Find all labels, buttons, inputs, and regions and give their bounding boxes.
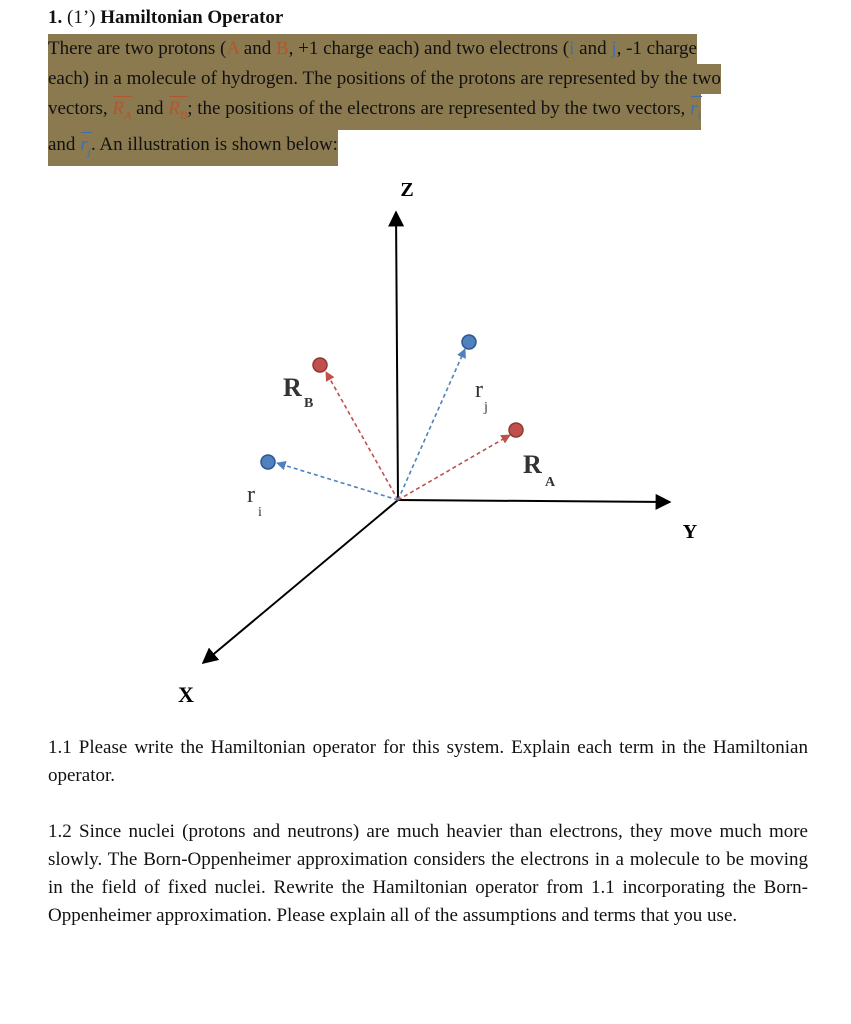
proton-b-label: B [275,38,289,59]
intro-text: and [574,38,612,59]
electron-j-dot [462,335,476,349]
intro-paragraph [48,34,808,166]
intro-text: and [131,98,169,119]
question-1-1: 1.1 Please write the Hamiltonian operator for this system. Explain each term in the Hamiltonian operator. [48,737,808,786]
intro-text: There are two protons ( [48,38,227,59]
x-axis [203,500,398,663]
vector-rj: $r_j$ [80,130,91,166]
intro-line-1 [48,34,808,64]
coordinate-diagram [0,160,851,720]
electron-i-dot [261,455,275,469]
axis-z-label: Z [400,179,414,201]
label-rb: R [283,373,302,402]
section-number: 1. [48,7,63,28]
proton-a-dot [509,423,523,437]
proton-b-dot [313,358,327,372]
question-1-2: 1.2 Since nuclei (protons and neutrons) are much heavier than electrons, they move much more slowly. The Born-Oppenheimer approximation considers the electrons in a molecule to be moving in the field of fixed nuclei. Rewrite the Hamiltonian operator from 1.1 incorporating the Born-Oppenheimer approximation. Please explain all of the assumptions and terms that you use. [48,821,808,926]
intro-line-3 [48,94,808,130]
vector-rb: $R_B$ [168,94,187,130]
z-axis [396,212,398,500]
label-rb-sub: B [304,396,314,411]
label-rj-sub: j [484,400,488,415]
axis-x-label: X [178,682,194,707]
intro-text: , -1 charge [616,38,697,59]
section-heading: Hamiltonian Operator [100,7,284,28]
label-rj: r [475,377,483,403]
label-ri: r [247,482,255,508]
intro-line-2 [48,64,808,94]
intro-text: each) in a molecule of hydrogen. The positions of the protons are represented by the two [48,64,721,94]
label-ra-sub: A [545,475,556,490]
intro-text: , +1 charge each) and two electrons ( [288,38,570,59]
intro-text: and [48,133,81,155]
label-ra: R [523,450,542,479]
axis-y-label: Y [682,521,698,543]
intro-text: and [239,38,276,59]
vector-ra: $R_A$ [112,94,131,130]
section-title [48,7,283,29]
intro-text: vectors, [48,98,113,119]
electron-i-label: i [569,38,575,59]
vector-rj-line [398,349,465,500]
label-ri-sub: i [258,505,262,520]
proton-a-label: A [226,38,240,59]
section-credit: (1’) [67,7,96,28]
vector-ra-line [398,435,510,500]
vector-ri: $r_i$ [690,94,701,130]
intro-text: . An illustration is shown below: [90,133,338,155]
electron-j-label: j [611,38,617,59]
y-axis [398,500,670,502]
intro-text: ; the positions of the electrons are represented by the two vectors, [187,98,691,119]
